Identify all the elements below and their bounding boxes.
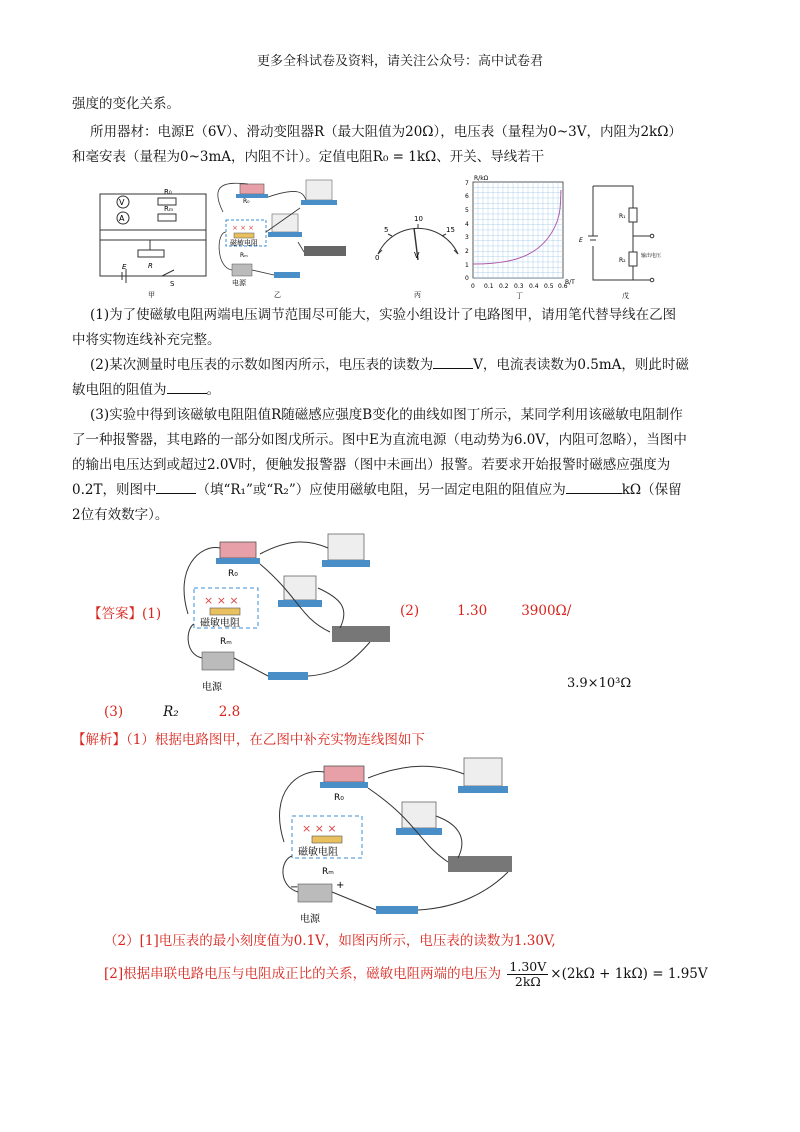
graph-y-tick: 6 <box>465 193 469 200</box>
analysis-line-3: [2]根据串联电路电压与电阻成正比的关系，磁敏电阻两端的电压为 $\frac{1.30V}{2k\Omega}$ ×(2kΩ + 1kΩ) = 1.95V <box>104 959 708 989</box>
answer-apparatus-figure <box>180 528 390 694</box>
svg-text:+: + <box>336 880 345 891</box>
answer-2a: 1.30 <box>457 603 488 619</box>
graph-y-tick: 3 <box>465 234 469 241</box>
analysis-power-label: 电源 <box>300 914 320 925</box>
graph-y-tick: 5 <box>465 207 469 214</box>
jia-s-label: S <box>170 280 175 288</box>
answer-blank <box>167 379 207 394</box>
answer-rm-label: Rₘ <box>220 637 232 647</box>
jia-rm-label: Rₘ <box>164 205 174 213</box>
analysis-line-1: 【解析】（1）根据电路图甲，在乙图中补充实物连线图如下 <box>72 732 425 748</box>
wu-output-label: 输出电压 <box>641 253 662 259</box>
graph-y-tick: 0 <box>465 275 469 282</box>
q1-line-1: (1)为了使磁敏电阻两端电压调节范围尽可能大，实验小组设计了电路图甲，请用笔代替导线在乙图 <box>90 307 677 323</box>
graph-y-tick: 2 <box>465 248 469 255</box>
svg-text:× × ×: × × × <box>302 822 337 835</box>
graph-x-tick: 0.6 <box>558 283 568 290</box>
jia-r-label: R <box>148 262 153 270</box>
graph-x-tick: 0.3 <box>514 283 524 290</box>
yi-magnet-label: 磁敏电阻 <box>230 239 258 247</box>
graph-x-tick: 0.5 <box>544 283 554 290</box>
jia-r0-label: R₀ <box>164 188 172 196</box>
q3-line-4: 0.2T，则图中 （填“R₁”或“R₂”）应使用磁敏电阻，另一固定电阻的阻值应为 kΩ（保留 <box>72 479 732 501</box>
ding-caption: 丁 <box>516 292 523 300</box>
jia-v-label: V <box>119 198 125 207</box>
answer-2b: 3900Ω/ <box>521 603 572 619</box>
graph-y-tick: 7 <box>465 180 469 187</box>
yi-r0-label: R₀ <box>243 198 250 205</box>
wu-r1-label: R₁ <box>619 213 626 220</box>
bing-caption: 丙 <box>414 291 421 299</box>
q1-line-2: 中将实物连线补充完整。 <box>72 332 221 348</box>
apparatus-yi <box>218 180 346 278</box>
figure-row <box>88 172 668 300</box>
analysis-magnet-label: 磁敏电阻 <box>298 847 338 858</box>
answer-2c: 3.9×10³Ω <box>567 676 632 691</box>
answer-blank <box>433 354 473 369</box>
svg-text:× × ×: × × × <box>204 594 239 607</box>
analysis-line-2: （2）[1]电压表的最小刻度值为0.1V，如图丙所示，电压表的读数为1.30V, <box>104 933 556 949</box>
answer-3b: 2.8 <box>218 704 241 720</box>
dial-tick-0: 0 <box>375 254 380 262</box>
analysis-result: ×(2kΩ + 1kΩ) = 1.95V <box>550 966 708 982</box>
graph-x-tick: 0 <box>471 283 475 290</box>
wu-e-label: E <box>579 237 583 244</box>
graph-y-tick: 4 <box>465 221 469 228</box>
q3-line-2: 了一种报警器，其电路的一部分如图戊所示。图中E为直流电源（电动势为6.0V，内阻可忽略），当图中 <box>72 432 687 448</box>
jia-caption: 甲 <box>148 291 155 299</box>
voltage-fraction <box>507 960 548 989</box>
answer-magnet-label: 磁敏电阻 <box>200 618 240 629</box>
answer-3: (3) R₂ 2.8 <box>104 704 241 720</box>
jia-a-label: A <box>119 214 125 223</box>
q2-line-1: (2)某次测量时电压表的示数如图丙所示，电压表的读数为 V，电流表读数为0.5mA，则此时磁 <box>90 354 750 376</box>
graph-y-tick: 1 <box>465 262 469 269</box>
answer-3a: R₂ <box>163 704 179 720</box>
yi-rm-label: Rₘ <box>240 252 248 259</box>
dial-tick-10: 10 <box>414 215 423 223</box>
yi-caption: 乙 <box>274 291 281 299</box>
analysis-apparatus-figure <box>268 752 534 928</box>
materials-line-1: 所用器材：电源E（6V）、滑动变阻器R（最大阻值为20Ω），电压表（量程为0~3V，内阻为2kΩ） <box>90 124 682 140</box>
graph-ding <box>473 182 563 278</box>
answer-label-line: 【答案】(1) <box>88 606 162 622</box>
answer-label: 【答案】 <box>88 606 142 622</box>
circuit-diagram-wu <box>588 186 654 282</box>
dial-tick-5: 5 <box>384 226 389 234</box>
page-header: 更多全科试卷及资料，请关注公众号：高中试卷君 <box>256 54 543 69</box>
answer-2: (2) 1.30 3900Ω/ <box>400 603 572 619</box>
svg-text:−: − <box>290 882 299 893</box>
answer-power-label: 电源 <box>202 682 222 693</box>
circuit-diagram-jia <box>100 194 206 283</box>
graph-x-tick: 0.1 <box>484 283 494 290</box>
graph-x-tick: 0.2 <box>499 283 509 290</box>
graph-x-tick: 0.4 <box>529 283 539 290</box>
wu-r2-label: R₂ <box>619 257 626 264</box>
q3-line-5: 2位有效数字）。 <box>72 507 169 523</box>
svg-text:× × ×: × × × <box>232 224 255 232</box>
intro-tail: 强度的变化关系。 <box>72 96 180 112</box>
jia-e-label: E <box>122 263 127 271</box>
wu-caption: 戊 <box>622 292 629 300</box>
graph-y-axis-label: R/kΩ <box>474 175 489 182</box>
q2-line-2: 敏电阻的阻值为 。 <box>72 379 732 401</box>
dial-tick-15: 15 <box>446 226 455 234</box>
analysis-r0-label: R₀ <box>334 793 344 803</box>
q3-line-3: 的输出电压达到或超过2.0V时，便触发报警器（图中未画出）报警。若要求开始报警时磁感应强度为 <box>72 457 671 473</box>
fraction-numerator: 1.30V <box>509 959 547 974</box>
answer-r0-label: R₀ <box>228 569 238 579</box>
analysis-label: 【解析】 <box>72 732 126 748</box>
dial-v-label: V <box>414 251 420 260</box>
answer-blank <box>156 479 196 494</box>
fraction-denominator: 2kΩ <box>514 974 541 989</box>
graph-x-axis-label: B/T <box>565 279 575 286</box>
analysis-rm-label: Rₘ <box>322 867 334 877</box>
answer-blank <box>566 479 622 494</box>
materials-line-2: 和毫安表（量程为0~3mA，内阻不计）。定值电阻R₀ = 1kΩ、开关、导线若干 <box>72 149 545 165</box>
yi-power-label: 电源 <box>232 279 246 287</box>
q3-line-1: (3)实验中得到该磁敏电阻阻值R随磁感应强度B变化的曲线如图丁所示，某同学利用该磁敏电阻制作 <box>90 407 683 423</box>
